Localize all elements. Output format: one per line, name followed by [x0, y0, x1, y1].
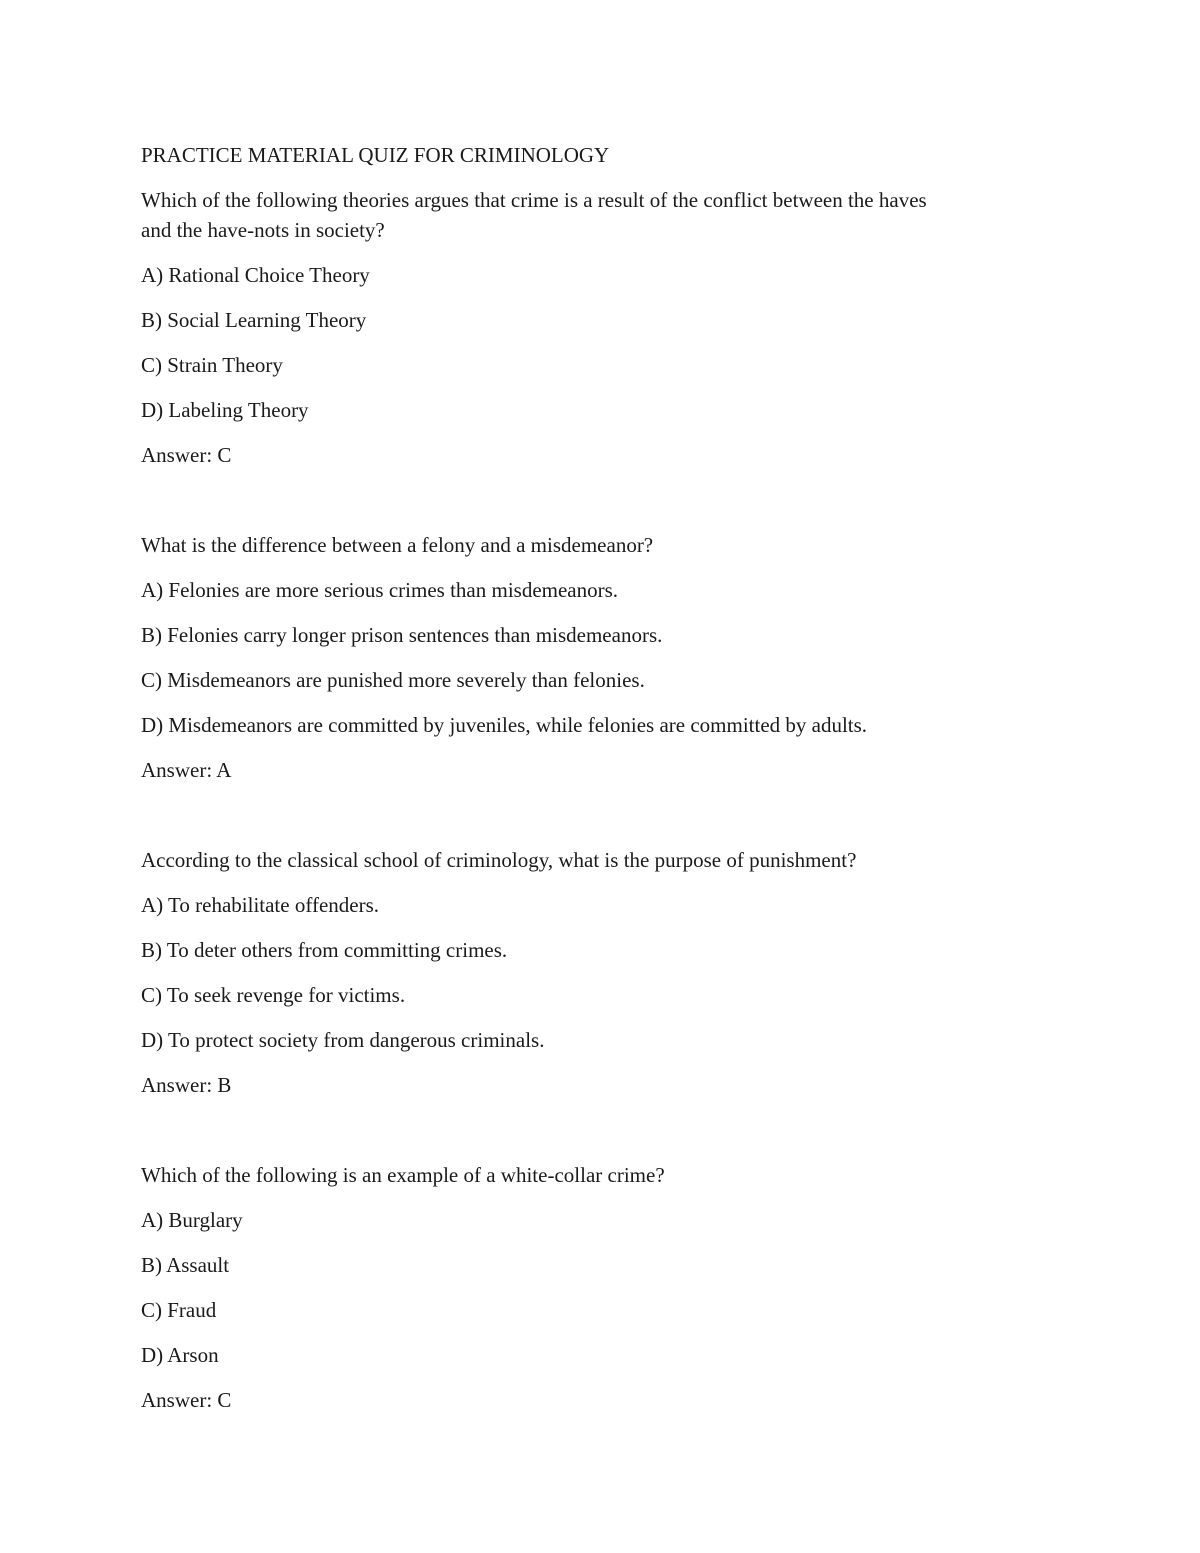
option-b: B) Social Learning Theory: [141, 308, 367, 332]
question-text-line-1: Which of the following theories argues that crime is a result of the conflict between the haves: [141, 188, 927, 212]
document-page: [141, 140, 1041, 1415]
question-block-2: [141, 530, 1041, 785]
option-c: C) Strain Theory: [141, 353, 283, 377]
option-b: B) Felonies carry longer prison sentences than misdemeanors.: [141, 623, 663, 647]
option-d: D) Arson: [141, 1343, 219, 1367]
option-d: D) Labeling Theory: [141, 398, 309, 422]
question-block-3: [141, 845, 1041, 1100]
question-block-4: [141, 1160, 1041, 1415]
question-text-line-2: and the have-nots in society?: [141, 218, 385, 242]
question-block-1: [141, 185, 1041, 470]
option-d: D) Misdemeanors are committed by juveniles, while felonies are committed by adults.: [141, 713, 868, 737]
option-c: C) Fraud: [141, 1298, 217, 1322]
option-c: C) To seek revenge for victims.: [141, 983, 406, 1007]
option-a: A) Burglary: [141, 1208, 243, 1232]
option-d: D) To protect society from dangerous criminals.: [141, 1028, 545, 1052]
option-b: B) To deter others from committing crimes.: [141, 938, 508, 962]
answer-line: Answer: B: [141, 1073, 232, 1097]
option-c: C) Misdemeanors are punished more severely than felonies.: [141, 668, 645, 692]
question-text: Which of the following is an example of a white-collar crime?: [141, 1163, 665, 1187]
option-a: A) Felonies are more serious crimes than misdemeanors.: [141, 578, 619, 602]
option-a: A) To rehabilitate offenders.: [141, 893, 380, 917]
question-text: [141, 185, 1041, 245]
answer-line: Answer: A: [141, 758, 232, 782]
option-a: A) Rational Choice Theory: [141, 263, 370, 287]
answer-line: Answer: C: [141, 443, 232, 467]
question-text: What is the difference between a felony and a misdemeanor?: [141, 533, 654, 557]
option-b: B) Assault: [141, 1253, 230, 1277]
answer-line: Answer: C: [141, 1388, 232, 1412]
question-text: According to the classical school of criminology, what is the purpose of punishment?: [141, 848, 857, 872]
document-title: PRACTICE MATERIAL QUIZ FOR CRIMINOLOGY: [141, 143, 610, 167]
